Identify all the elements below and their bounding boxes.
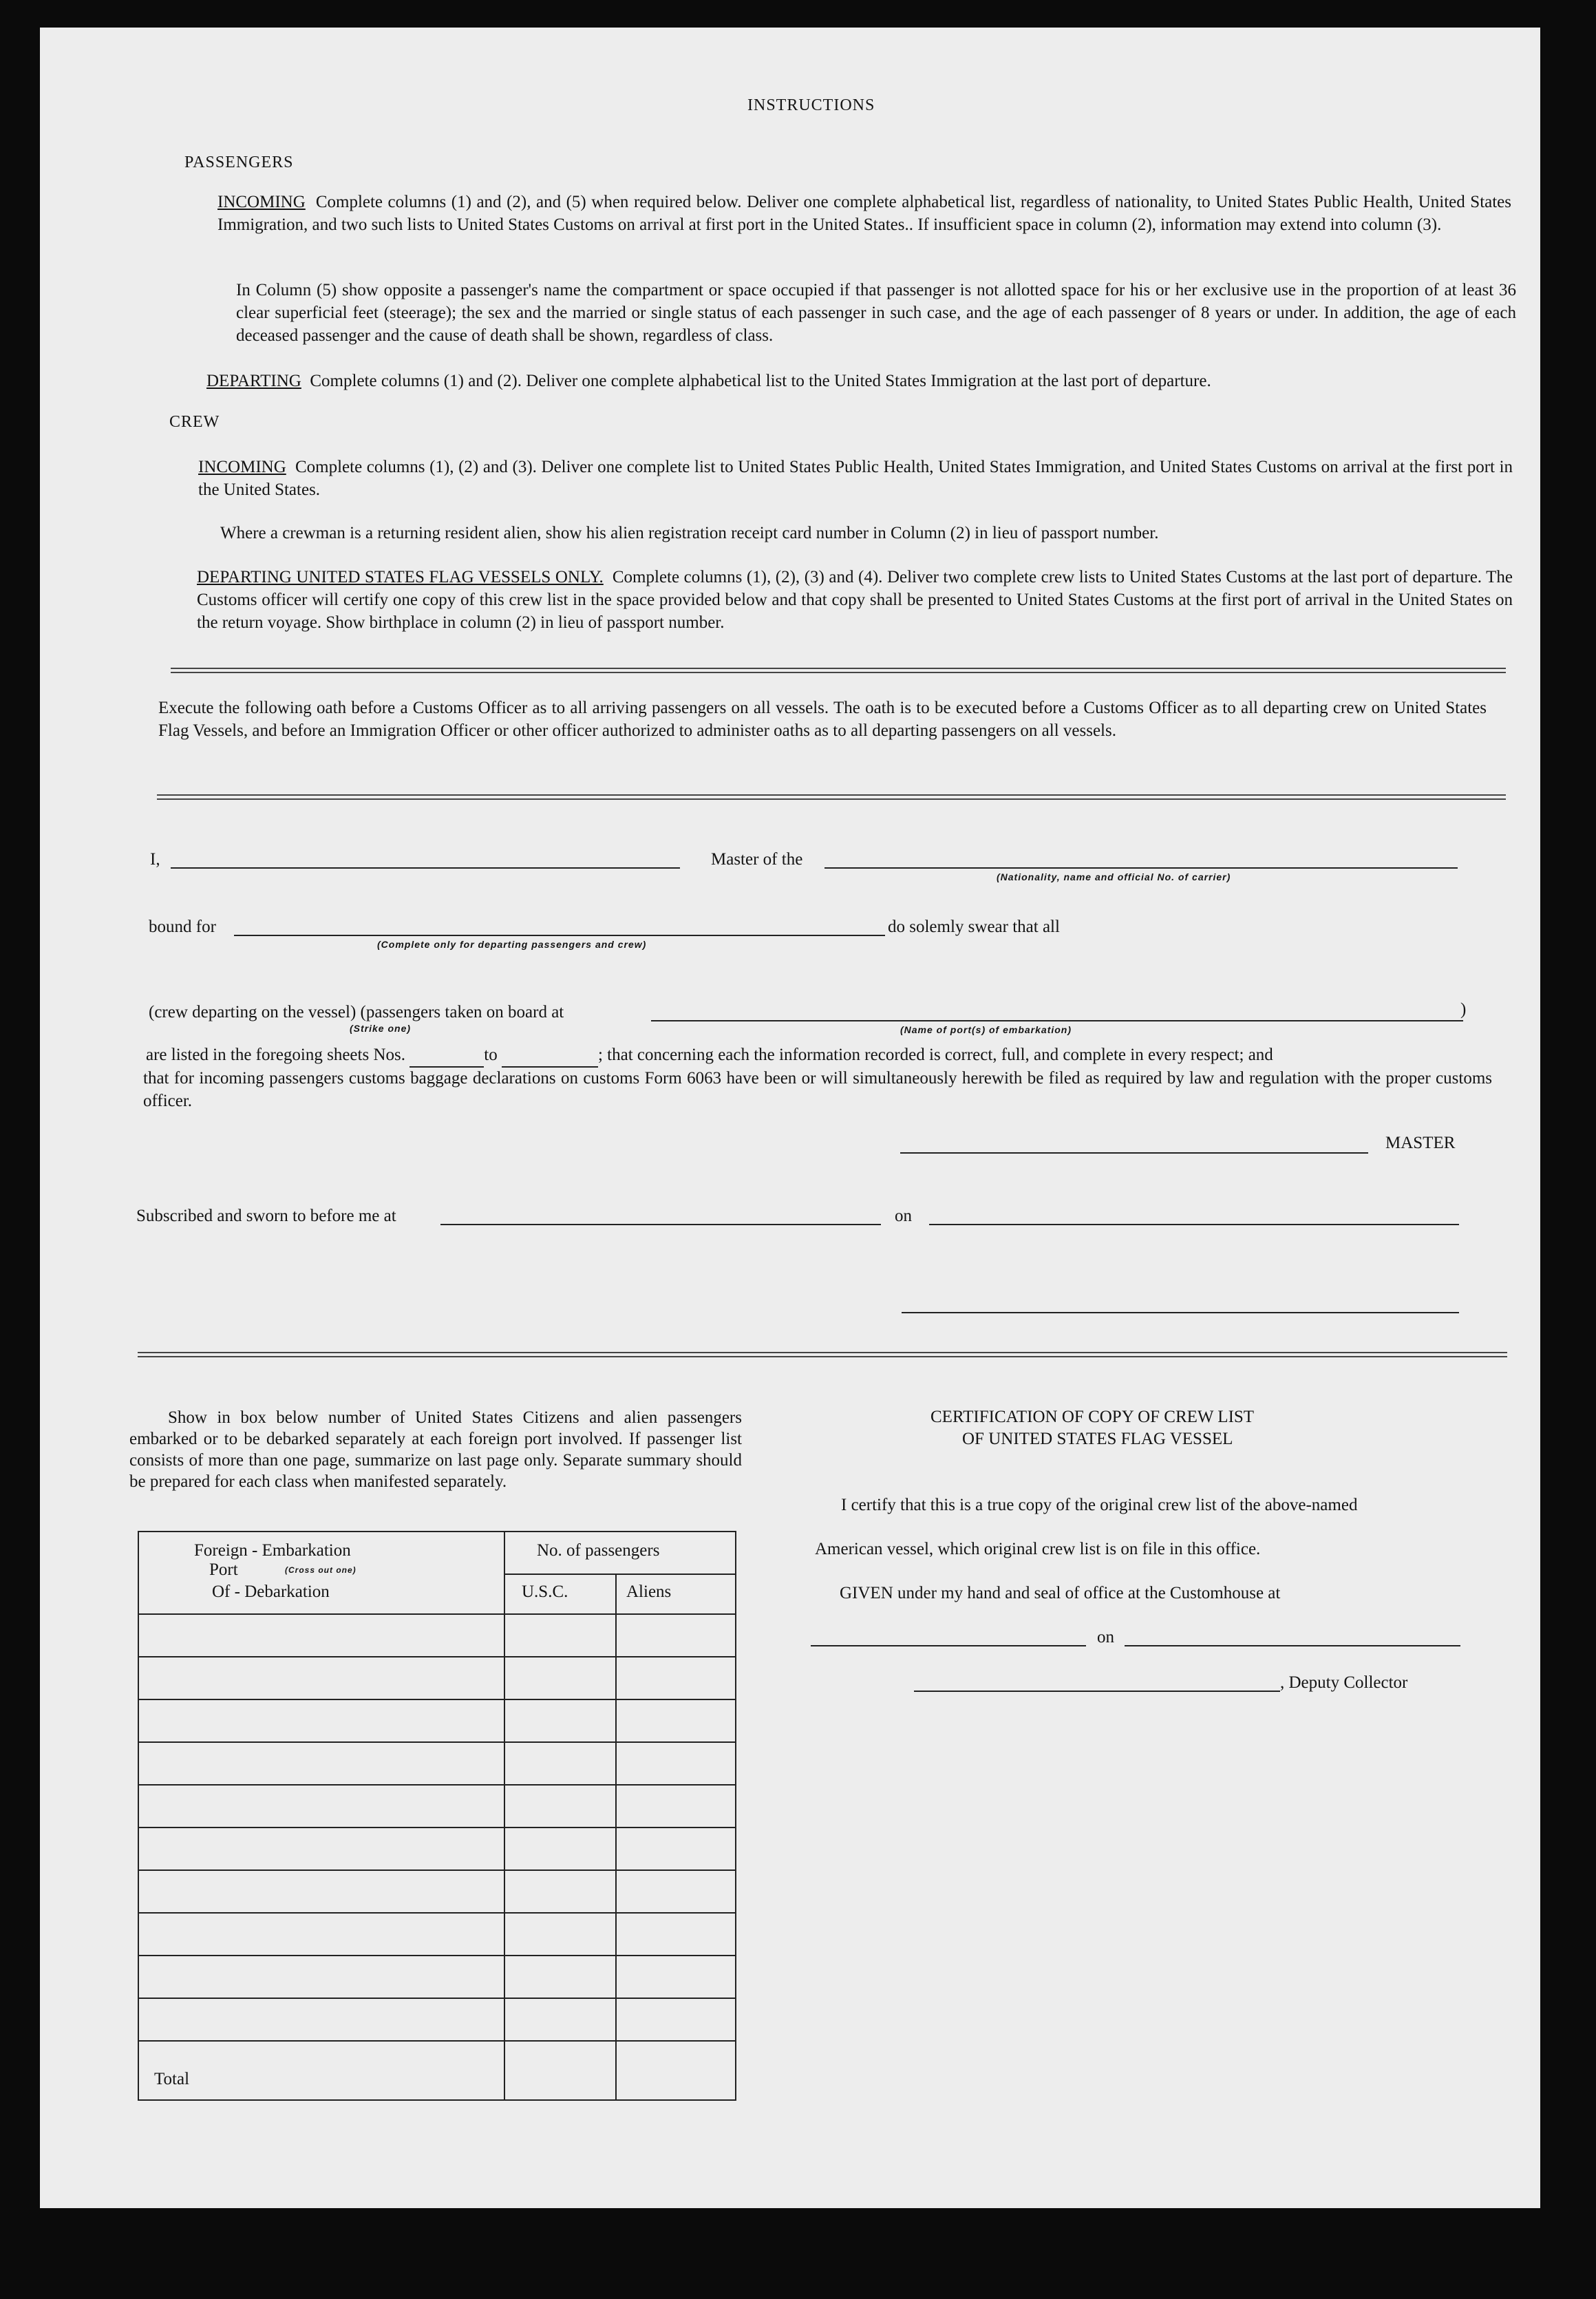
table-col1-caption: (Cross out one) <box>285 1565 357 1575</box>
bound-for-label: bound for <box>149 918 216 936</box>
table-col1-line1: Foreign - Embarkation <box>194 1541 351 1560</box>
bound-caption: (Complete only for departing passengers and crew) <box>377 939 647 950</box>
port-caption: (Name of port(s) of embarkation) <box>900 1024 1072 1035</box>
table-row-line <box>138 1784 735 1786</box>
passengers-heading: PASSENGERS <box>184 153 294 171</box>
master-of-label: Master of the <box>711 850 803 869</box>
table-row-line <box>138 1656 735 1657</box>
table-row-line <box>138 2040 735 2042</box>
table-usc-header: U.S.C. <box>522 1582 568 1601</box>
carrier-line[interactable] <box>824 867 1458 869</box>
master-name-line[interactable] <box>171 867 680 869</box>
customhouse-place-line[interactable] <box>811 1645 1086 1646</box>
section-divider-2 <box>157 794 1506 800</box>
certification-on-label: on <box>1097 1628 1114 1646</box>
sheets-label: are listed in the foregoing sheets Nos. <box>146 1046 405 1064</box>
passengers-departing-text: Complete columns (1) and (2). Deliver one complete alphabetical list to the United States Immigration at the last port of departure. <box>310 372 1211 390</box>
sheets-text: ; that concerning each the information recorded is correct, full, and complete in every respect; and <box>597 1046 1273 1064</box>
table-row-line <box>138 1699 735 1700</box>
passengers-incoming-paragraph <box>217 191 1511 236</box>
table-divider-1 <box>504 1531 505 2099</box>
sworn-date-line[interactable] <box>929 1224 1459 1225</box>
sheets-to-label: to <box>484 1046 498 1064</box>
certification-text-1: I certify that this is a true copy of the original crew list of the above-named <box>841 1496 1358 1514</box>
page-title: INSTRUCTIONS <box>747 96 875 114</box>
port-embarkation-line[interactable] <box>651 1020 1463 1021</box>
table-row-line <box>138 1912 735 1914</box>
table-row-line <box>138 1955 735 1956</box>
table-col1-line3: Of - Debarkation <box>212 1582 330 1601</box>
passengers-incoming-label: INCOMING <box>217 193 306 211</box>
sworn-on-label: on <box>895 1207 912 1225</box>
passengers-departing-paragraph <box>206 370 1514 392</box>
table-subheader-line <box>504 1574 735 1575</box>
crew-departing-text: (crew departing on the vessel) (passengers taken on board at <box>149 1003 564 1021</box>
oath-i-label: I, <box>150 850 160 869</box>
deputy-collector-label: , Deputy Collector <box>1280 1673 1408 1692</box>
table-group-header: No. of passengers <box>537 1541 660 1560</box>
crew-heading: CREW <box>169 413 220 431</box>
certification-title-1: CERTIFICATION OF COPY OF CREW LIST <box>930 1408 1255 1426</box>
strike-caption: (Strike one) <box>350 1023 412 1034</box>
table-row-line <box>138 1827 735 1828</box>
crew-incoming-label: INCOMING <box>198 458 286 476</box>
sworn-place-line[interactable] <box>440 1224 881 1225</box>
carrier-caption: (Nationality, name and official No. of carrier) <box>997 871 1231 882</box>
officer-signature-line[interactable] <box>902 1312 1459 1313</box>
certification-text-2: American vessel, which original crew list is on file in this office. <box>815 1540 1261 1558</box>
table-col1-line2: Port <box>209 1560 238 1579</box>
close-paren: ) <box>1460 1000 1467 1019</box>
form-sheet <box>40 28 1540 2208</box>
sheets-line <box>146 1043 1273 1068</box>
sheet-to-field[interactable] <box>502 1043 598 1068</box>
crew-alien-paragraph: Where a crewman is a returning resident alien, show his alien registration receipt card number in Column (2) in lieu of passport number. <box>220 524 1159 542</box>
oath-instructions: Execute the following oath before a Customs Officer as to all arriving passengers on all vessels. The oath is to be executed before a Customs Officer as to all departing crew on United States Flag Vessels, and before an Immigration Officer or other officer authorized to administer oaths as to all departing passengers on all vessels. <box>158 699 1487 740</box>
section-divider-1 <box>171 668 1506 673</box>
sheet-from-field[interactable] <box>409 1043 484 1068</box>
table-row-line <box>138 1869 735 1871</box>
table-row-line <box>138 1741 735 1743</box>
certification-date-line[interactable] <box>1125 1645 1460 1646</box>
master-signature-line[interactable] <box>900 1152 1368 1154</box>
table-row-line <box>138 1998 735 1999</box>
crew-departing-text: Complete columns (1), (2), (3) and (4). Deliver two complete crew lists to United States Customs at the last port of departure. The Customs officer will certify one copy of this crew list in the space provided below and that copy shall be presented to United States Customs at the first port of arrival in the United States on the return voyage. Show birthplace in column (2) in lieu of passport number. <box>197 568 1513 632</box>
passengers-column5-paragraph: In Column (5) show opposite a passenger's name the compartment or space occupied if that passenger is not allotted space for his or her exclusive use in the proportion of at least 36 clear superficial feet (steerage); the sex and the married or single status of each passenger in such case, and the age of each passenger of 8 years or under. In addition, the age of each deceased passenger and the cause of death shall be shown, regardless of class. <box>236 281 1516 345</box>
crew-incoming-paragraph <box>198 456 1513 501</box>
crew-departing-paragraph <box>197 566 1513 634</box>
crew-incoming-text: Complete columns (1), (2) and (3). Deliver one complete list to United States Public Health, United States Immigration, and United States Customs on arrival at the first port in the United States. <box>198 458 1513 499</box>
table-total-label: Total <box>154 2070 190 2088</box>
baggage-declaration-text: that for incoming passengers customs baggage declarations on customs Form 6063 have been or will simultaneously herewith be filed as required by law and regulation with the proper customs officer. <box>143 1069 1492 1110</box>
certification-title-2: OF UNITED STATES FLAG VESSEL <box>962 1430 1233 1448</box>
deputy-signature-line[interactable] <box>914 1691 1280 1692</box>
table-aliens-header: Aliens <box>626 1582 672 1601</box>
passenger-summary-table <box>138 1531 736 2101</box>
section-divider-3 <box>138 1352 1507 1357</box>
master-label: MASTER <box>1385 1134 1456 1152</box>
table-divider-2 <box>615 1574 617 2099</box>
passengers-departing-label: DEPARTING <box>206 372 301 390</box>
subscribed-label: Subscribed and sworn to before me at <box>136 1207 396 1225</box>
table-row-line <box>138 1613 735 1615</box>
passengers-incoming-text: Complete columns (1) and (2), and (5) when required below. Deliver one complete alphabetical list, regardless of nationality, to United States Public Health, United States Immigration, and two such lists to United States Customs on arrival at first port in the United States.. If insufficient space in column (2), information may extend into column (3). <box>217 193 1512 234</box>
crew-departing-label: DEPARTING UNITED STATES FLAG VESSELS ONLY. <box>197 568 604 586</box>
certification-given-text: GIVEN under my hand and seal of office at the Customhouse at <box>840 1584 1281 1602</box>
swear-text: do solemly swear that all <box>888 918 1060 936</box>
summary-instructions: Show in box below number of United States Citizens and alien passengers embarked or to be debarked separately at each foreign port involved. If passenger list consists of more than one page, summarize on last page only. Separate summary should be prepared for each class when manifested separately. <box>129 1408 742 1491</box>
bound-for-line[interactable] <box>234 935 885 936</box>
